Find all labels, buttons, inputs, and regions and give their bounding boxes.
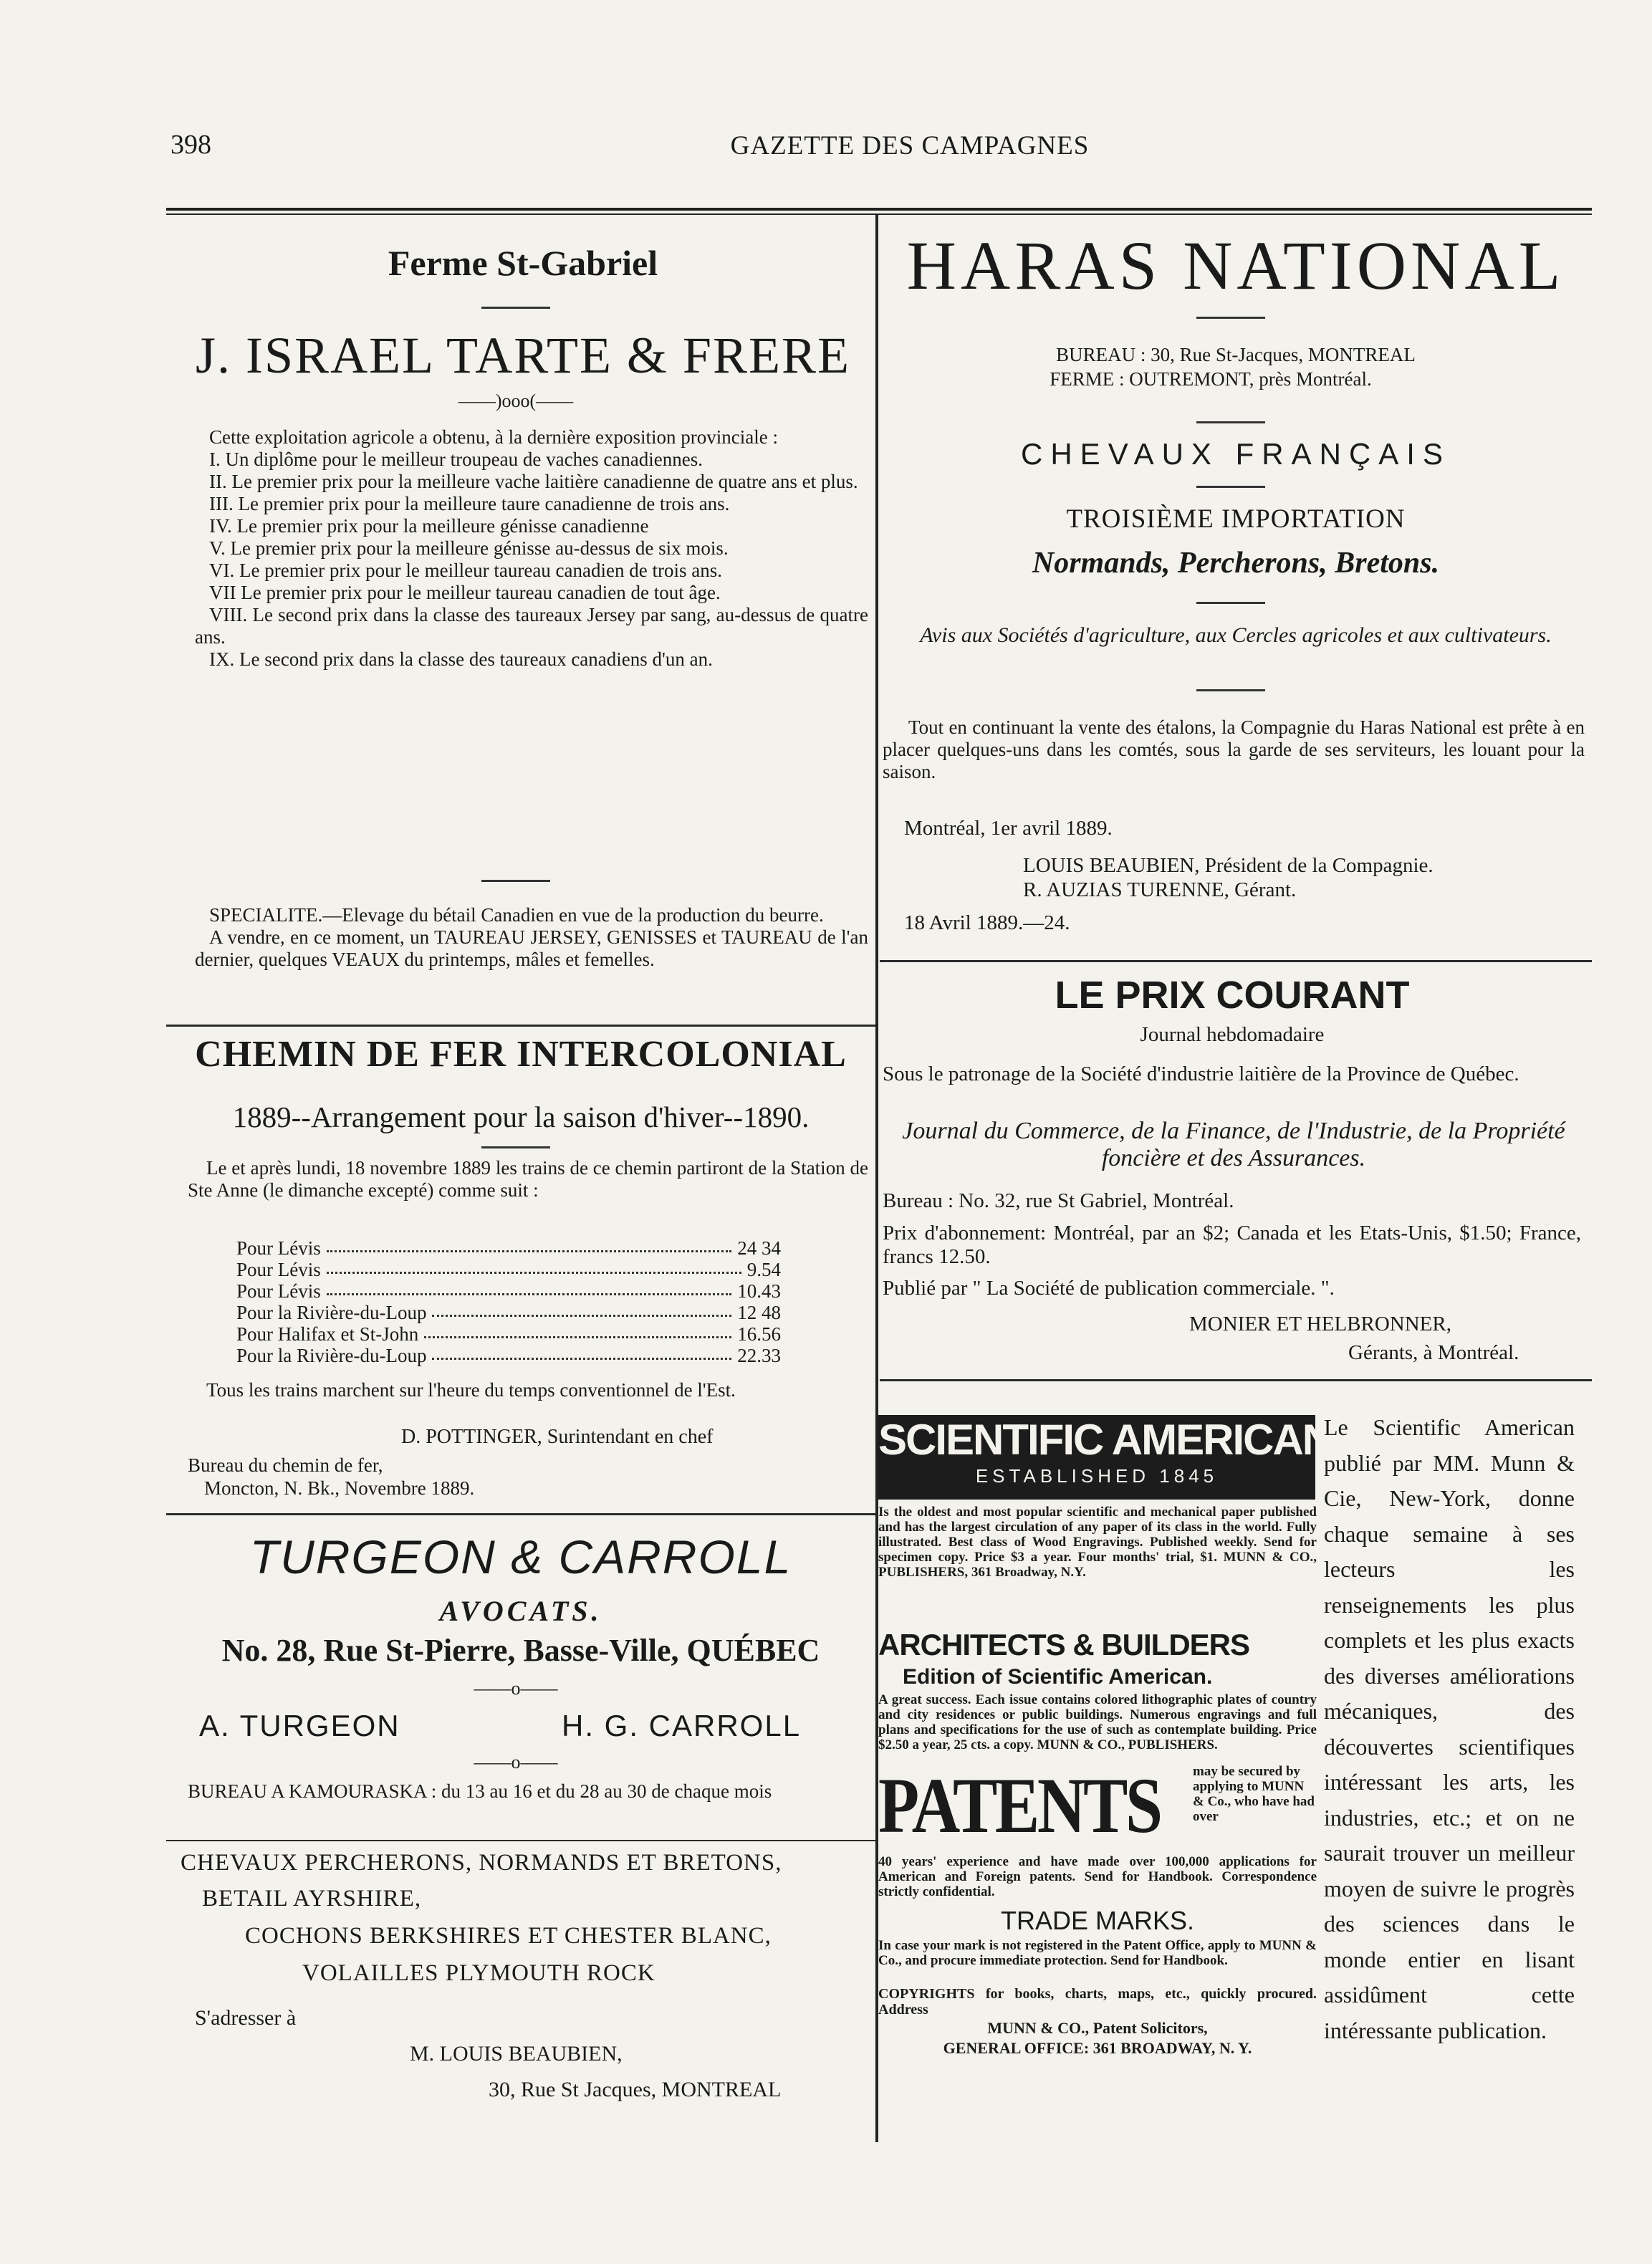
prize: I. Un diplôme pour le meilleur troupeau de vaches canadiennes. [209,449,703,470]
arch-desc: A great success. Each issue contains colored lithographic plates of country and city residences or public buildings. Numerous engravings and full plans and specifications for the use of such as contemplate building. Price $2.50 a year, 25 cts. a copy. MUNN & CO., PUBLISHERS. [878,1692,1317,1752]
prix-publie: Publié par " La Société de publication commerciale. ". [883,1277,1335,1300]
page-number: 398 [171,130,211,160]
avis: Avis aux Sociétés d'agriculture, aux Cercles agricoles et aux cultivateurs. [920,623,1552,647]
divider [1196,317,1265,319]
train-time: 22.33 [737,1345,781,1366]
contact-name: M. LOUIS BEAUBIEN, [410,2042,623,2066]
ferme-title: J. ISRAEL TARTE & FRERE [196,327,850,384]
ad-line: BETAIL AYRSHIRE, [202,1886,422,1912]
train-row [236,1323,781,1345]
train-row [236,1345,781,1366]
train-row [236,1259,781,1280]
chemin-intro: Le et après lundi, 18 novembre 1889 les trains de ce chemin partiront de la Station de Ste Anne (le dimanche excepté) comme suit : [188,1157,868,1201]
haras-bureau: BUREAU : 30, Rue St-Jacques, MONTREAL [1056,344,1416,365]
prize: VIII. Le second prix dans la classe des taureaux Jersey par sang, au-dessus de quatre ans. [195,604,868,648]
running-title: GAZETTE DES CAMPAGNES [730,131,1090,160]
train-row [236,1280,781,1302]
train-destination: Pour Lévis [236,1237,321,1259]
contact-address: 30, Rue St Jacques, MONTREAL [489,2078,782,2101]
turgeon-bureau: BUREAU A KAMOURASKA : du 13 au 16 et du 28 au 30 de chaque mois [188,1780,772,1802]
prix-journal: Journal du Commerce, de la Finance, de l'Industrie, de la Propriété foncière et des Assurances. [902,1118,1565,1171]
haras-body: Tout en continuant la vente des étalons, la Compagnie du Haras National est prête à en placer quelques-uns dans les comtés, sous la garde de ses serviteurs, les louant pour la saison. [883,716,1585,782]
importation: TROISIÈME IMPORTATION [1066,504,1406,534]
prize: IX. Le second prix dans la classe des taureaux canadiens d'un an. [209,648,713,670]
prize: VI. Le premier prix pour le meilleur taureau canadien de trois ans. [209,560,722,581]
prize: V. Le premier prix pour la meilleure génisse au-dessus de six mois. [209,537,729,559]
train-destination: Pour Halifax et St-John [236,1323,419,1345]
prize: II. Le premier prix pour la meilleure vache laitière canadienne de quatre ans et plus. [209,471,858,492]
sciam-established: ESTABLISHED 1845 [975,1465,1219,1487]
prix-gerants: Gérants, à Montréal. [1348,1341,1519,1364]
trademarks-title: TRADE MARKS. [1000,1906,1195,1935]
races: Normands, Percherons, Bretons. [1032,547,1440,580]
header-rule [166,208,1592,211]
section-rule [880,1379,1592,1381]
chemin-title: CHEMIN DE FER INTERCOLONIAL [195,1034,847,1075]
train-row [236,1302,781,1323]
trademarks-desc: In case your mark is not registered in the Patent Office, apply to MUNN & Co., and procure immediate protection. Send for Handbook. [878,1938,1317,1968]
chemin-note: Tous les trains marchent sur l'heure du temps conventionnel de l'Est. [206,1379,736,1401]
prix-abonnement: Prix d'abonnement: Montréal, par an $2; Canada et les Etats-Unis, $1.50; France, francs 12.50. [883,1222,1581,1268]
train-time: 9.54 [746,1259,781,1280]
train-time: 10.43 [737,1280,781,1302]
partner-name: A. TURGEON [199,1709,400,1742]
ornament: ——)ooo(—— [458,390,574,411]
prix-title: LE PRIX COURANT [1055,974,1410,1017]
patents-title: PATENTS [878,1762,1161,1849]
haras-sig1: LOUIS BEAUBIEN, Président de la Compagnie. [1023,854,1434,877]
prix-sig: MONIER ET HELBRONNER, [1189,1313,1451,1335]
ferme-body [195,426,868,671]
avocats-label: AVOCATS. [439,1595,602,1627]
column-divider [875,215,878,2142]
chemin-bureau: Bureau du chemin de fer, [188,1454,383,1476]
ornament: ——o—— [474,1678,558,1699]
prix-patronage: Sous le patronage de la Société d'industrie laitière de la Province de Québec. [883,1063,1519,1085]
train-row [236,1237,781,1259]
arch-sub: Edition of Scientific American. [903,1665,1213,1689]
train-destination: Pour la Rivière-du-Loup [236,1302,427,1323]
divider [1196,689,1265,691]
haras-ferme: FERME : OUTREMONT, près Montréal. [1050,368,1372,390]
chemin-signature: D. POTTINGER, Surintendant en chef [401,1426,714,1448]
train-table [236,1237,781,1366]
section-rule [166,1513,875,1515]
prize: IV. Le premier prix pour la meilleure génisse canadienne [209,515,649,537]
haras-title: HARAS NATIONAL [906,227,1565,304]
sciam-address: MUNN & CO., Patent Solicitors, [987,2019,1208,2037]
ferme-specialite-block [195,904,868,971]
turgeon-title: TURGEON & CARROLL [249,1530,792,1583]
prize: III. Le premier prix pour la meilleure taure canadienne de trois ans. [209,493,730,514]
ad-line: COCHONS BERKSHIRES ET CHESTER BLANC, [245,1923,772,1949]
adresser-label: S'adresser à [195,2006,297,2030]
divider [481,307,550,309]
header-rule-2 [166,214,1592,215]
ferme-heading: Ferme St-Gabriel [388,243,658,283]
prize: VII Le premier prix pour le meilleur taureau canadien de tout âge. [209,582,721,603]
train-time: 12 48 [737,1302,781,1323]
train-destination: Pour Lévis [236,1259,321,1280]
ad-line: CHEVAUX PERCHERONS, NORMANDS ET BRETONS, [181,1850,782,1876]
train-destination: Pour Lévis [236,1280,321,1302]
sciam-logo-text: SCIENTIFIC AMERICAN [878,1416,1332,1464]
chevaux-heading: CHEVAUX FRANÇAIS [1021,437,1451,471]
divider [1196,486,1265,488]
prix-subtitle: Journal hebdomadaire [1140,1023,1325,1046]
ornament: ——o—— [474,1752,558,1773]
chemin-date: Moncton, N. Bk., Novembre 1889. [204,1477,475,1499]
patents-side: may be secured by applying to MUNN & Co., who have had over [1193,1764,1315,1824]
a-vendre: A vendre, en ce moment, un TAUREAU JERSEY, GENISSES et TAUREAU de l'an dernier, quelques VEAUX du printemps, mâles et femelles. [195,926,868,970]
haras-ref: 18 Avril 1889.—24. [904,911,1070,934]
copyrights: COPYRIGHTS for books, charts, maps, etc., quickly procured. Address [878,1986,1317,2018]
turgeon-address: No. 28, Rue St-Pierre, Basse-Ville, QUÉBEC [221,1633,820,1668]
divider [1196,602,1265,604]
haras-sig2: R. AUZIAS TURENNE, Gérant. [1023,878,1297,901]
train-time: 16.56 [737,1323,781,1345]
divider [481,1146,550,1148]
train-destination: Pour la Rivière-du-Loup [236,1345,427,1366]
section-rule [166,1025,875,1027]
section-rule [880,960,1592,962]
section-rule [166,1840,875,1841]
chemin-subtitle: 1889--Arrangement pour la saison d'hiver--1890. [232,1100,810,1133]
sciam-logo [878,1415,1332,1500]
specialite: SPECIALITE.—Elevage du bétail Canadien en vue de la production du beurre. [209,904,824,926]
sciam-desc: Is the oldest and most popular scientific and mechanical paper published and has the largest circulation of any paper of its class in the world. Fully illustrated. Best class of Wood Engravings. Published weekly. Send for specimen copy. Price $3 a year. Four months' trial, $1. MUNN & CO., PUBLISHERS, 361 Broadway, N.Y. [878,1505,1317,1580]
train-time: 24 34 [737,1237,781,1259]
divider [481,880,550,882]
prix-bureau: Bureau : No. 32, rue St Gabriel, Montréal. [883,1189,1234,1212]
ad-line: VOLAILLES PLYMOUTH ROCK [302,1960,655,1986]
sciam-side-text: Le Scientific American publié par MM. Munn & Cie, New-York, donne chaque semaine à ses lecteurs les renseignements les plus complets et les plus exacts des diverses améliorations mécaniques, des découvertes scientifiques intéressant les arts, les industries, etc.; et on ne saurait trouver un meilleur moyen de suivre le progrès des sciences dans le monde entier en lisant assidûment cette intéressante publication. [1324,1414,1575,2043]
partner-name: H. G. CARROLL [562,1709,802,1742]
arch-title [878,1628,1322,1662]
ferme-intro: Cette exploitation agricole a obtenu, à la dernière exposition provinciale : [209,426,778,448]
sciam-office: GENERAL OFFICE: 361 BROADWAY, N. Y. [943,2039,1252,2057]
haras-date: Montréal, 1er avril 1889. [904,817,1113,840]
patents-desc: 40 years' experience and have made over 100,000 applications for American and Foreign patents. Send for Handbook. Correspondence strictly confidential. [878,1854,1317,1899]
arch-title-text: ARCHITECTS & BUILDERS [878,1628,1250,1661]
divider [1196,421,1265,423]
